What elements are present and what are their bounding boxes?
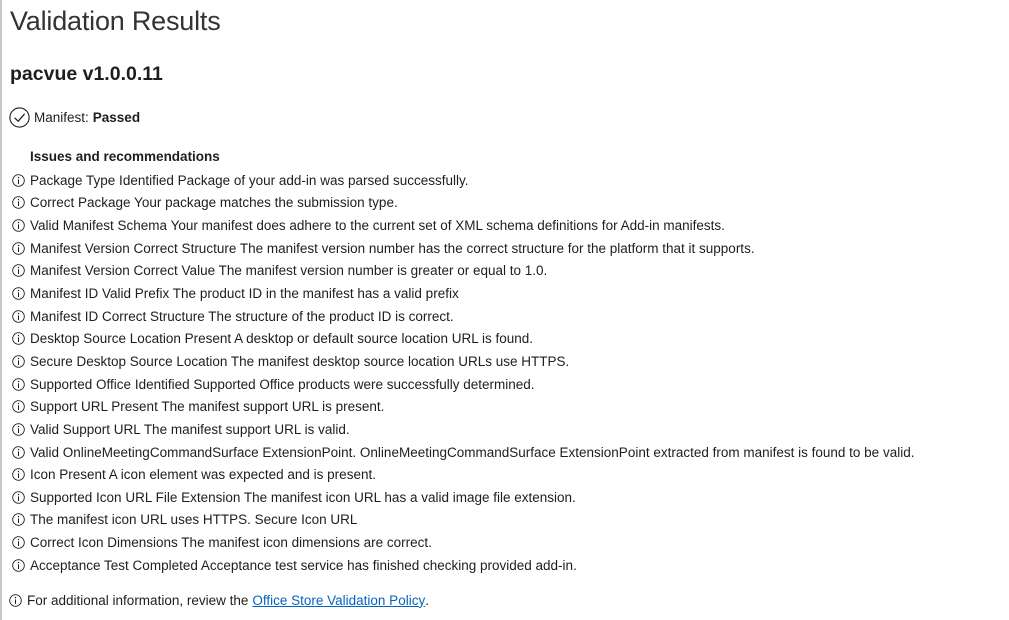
issue-item: [12, 509, 914, 532]
issue-item: [12, 463, 914, 486]
issue-text: Supported Icon URL File Extension The manifest icon URL has a valid image file extension.: [30, 489, 576, 505]
issues-list: [12, 169, 914, 577]
issue-item: [12, 192, 914, 215]
info-icon: [12, 400, 25, 413]
issue-text: Secure Desktop Source Location The manifest desktop source location URLs use HTTPS.: [30, 353, 570, 369]
info-icon: [12, 378, 25, 391]
info-icon: [12, 423, 25, 436]
issue-text: Valid OnlineMeetingCommandSurface ExtensionPoint. OnlineMeetingCommandSurface ExtensionPoint extracted from manifest is found to be valid.: [30, 444, 915, 460]
validation-policy-link[interactable]: Office Store Validation Policy: [252, 592, 426, 608]
info-icon: [12, 264, 25, 277]
issue-text: Correct Icon Dimensions The manifest icon dimensions are correct.: [30, 535, 432, 551]
footer-note: [9, 590, 429, 610]
info-icon: [12, 559, 25, 572]
issue-item: [12, 327, 914, 350]
footer-suffix: .: [425, 592, 429, 608]
issue-item: [12, 531, 914, 554]
issue-text: Valid Support URL The manifest support URL is valid.: [30, 421, 350, 437]
issue-text: Manifest ID Valid Prefix The product ID in the manifest has a valid prefix: [30, 286, 459, 302]
info-icon: [12, 174, 25, 187]
issue-text: Acceptance Test Completed Acceptance test service has finished checking provided add-in.: [30, 557, 577, 573]
info-icon: [12, 219, 25, 232]
issue-item: [12, 395, 914, 418]
issue-text: The manifest icon URL uses HTTPS. Secure Icon URL: [30, 512, 358, 528]
issue-text: Correct Package Your package matches the submission type.: [30, 195, 398, 211]
info-icon: [12, 536, 25, 549]
issue-item: [12, 260, 914, 283]
issue-text: Manifest ID Correct Structure The structure of the product ID is correct.: [30, 308, 454, 324]
issue-text: Desktop Source Location Present A desktop or default source location URL is found.: [30, 331, 534, 347]
issue-item: [12, 486, 914, 509]
issue-item: [12, 214, 914, 237]
issue-item: [12, 418, 914, 441]
footer-text: For additional information, review the: [27, 592, 249, 608]
issue-text: Supported Office Identified Supported Office products were successfully determined.: [30, 376, 535, 392]
package-title: pacvue v1.0.0.11: [10, 63, 163, 85]
issue-item: [12, 237, 914, 260]
info-icon: [12, 513, 25, 526]
issue-text: Manifest Version Correct Structure The manifest version number has the correct structure for the platform that it supports.: [30, 240, 755, 256]
info-icon: [9, 594, 22, 607]
issue-text: Icon Present A icon element was expected and is present.: [30, 467, 376, 483]
manifest-label: Manifest:: [34, 109, 89, 125]
info-icon: [12, 332, 25, 345]
info-icon: [12, 355, 25, 368]
manifest-status-value: Passed: [92, 109, 141, 125]
issue-item: [12, 282, 914, 305]
info-icon: [12, 242, 25, 255]
issue-text: Support URL Present The manifest support URL is present.: [30, 399, 385, 415]
issue-item: [12, 554, 914, 577]
issues-heading: Issues and recommendations: [30, 149, 220, 164]
issue-item: [12, 169, 914, 192]
issue-text: Manifest Version Correct Value The manifest version number is greater or equal to 1.0.: [30, 263, 548, 279]
info-icon: [12, 287, 25, 300]
info-icon: [12, 446, 25, 459]
issue-item: [12, 305, 914, 328]
issue-item: [12, 373, 914, 396]
info-icon: [12, 491, 25, 504]
left-border: [0, 0, 2, 620]
issue-text: Valid Manifest Schema Your manifest does adhere to the current set of XML schema definitions for Add-in manifests.: [30, 218, 725, 234]
issue-text: Package Type Identified Package of your add-in was parsed successfully.: [30, 172, 469, 188]
check-circle-icon: [9, 107, 30, 128]
page-title: Validation Results: [10, 6, 221, 36]
issue-item: [12, 441, 914, 464]
info-icon: [12, 310, 25, 323]
info-icon: [12, 468, 25, 481]
issue-item: [12, 350, 914, 373]
manifest-status: [9, 106, 140, 128]
info-icon: [12, 196, 25, 209]
